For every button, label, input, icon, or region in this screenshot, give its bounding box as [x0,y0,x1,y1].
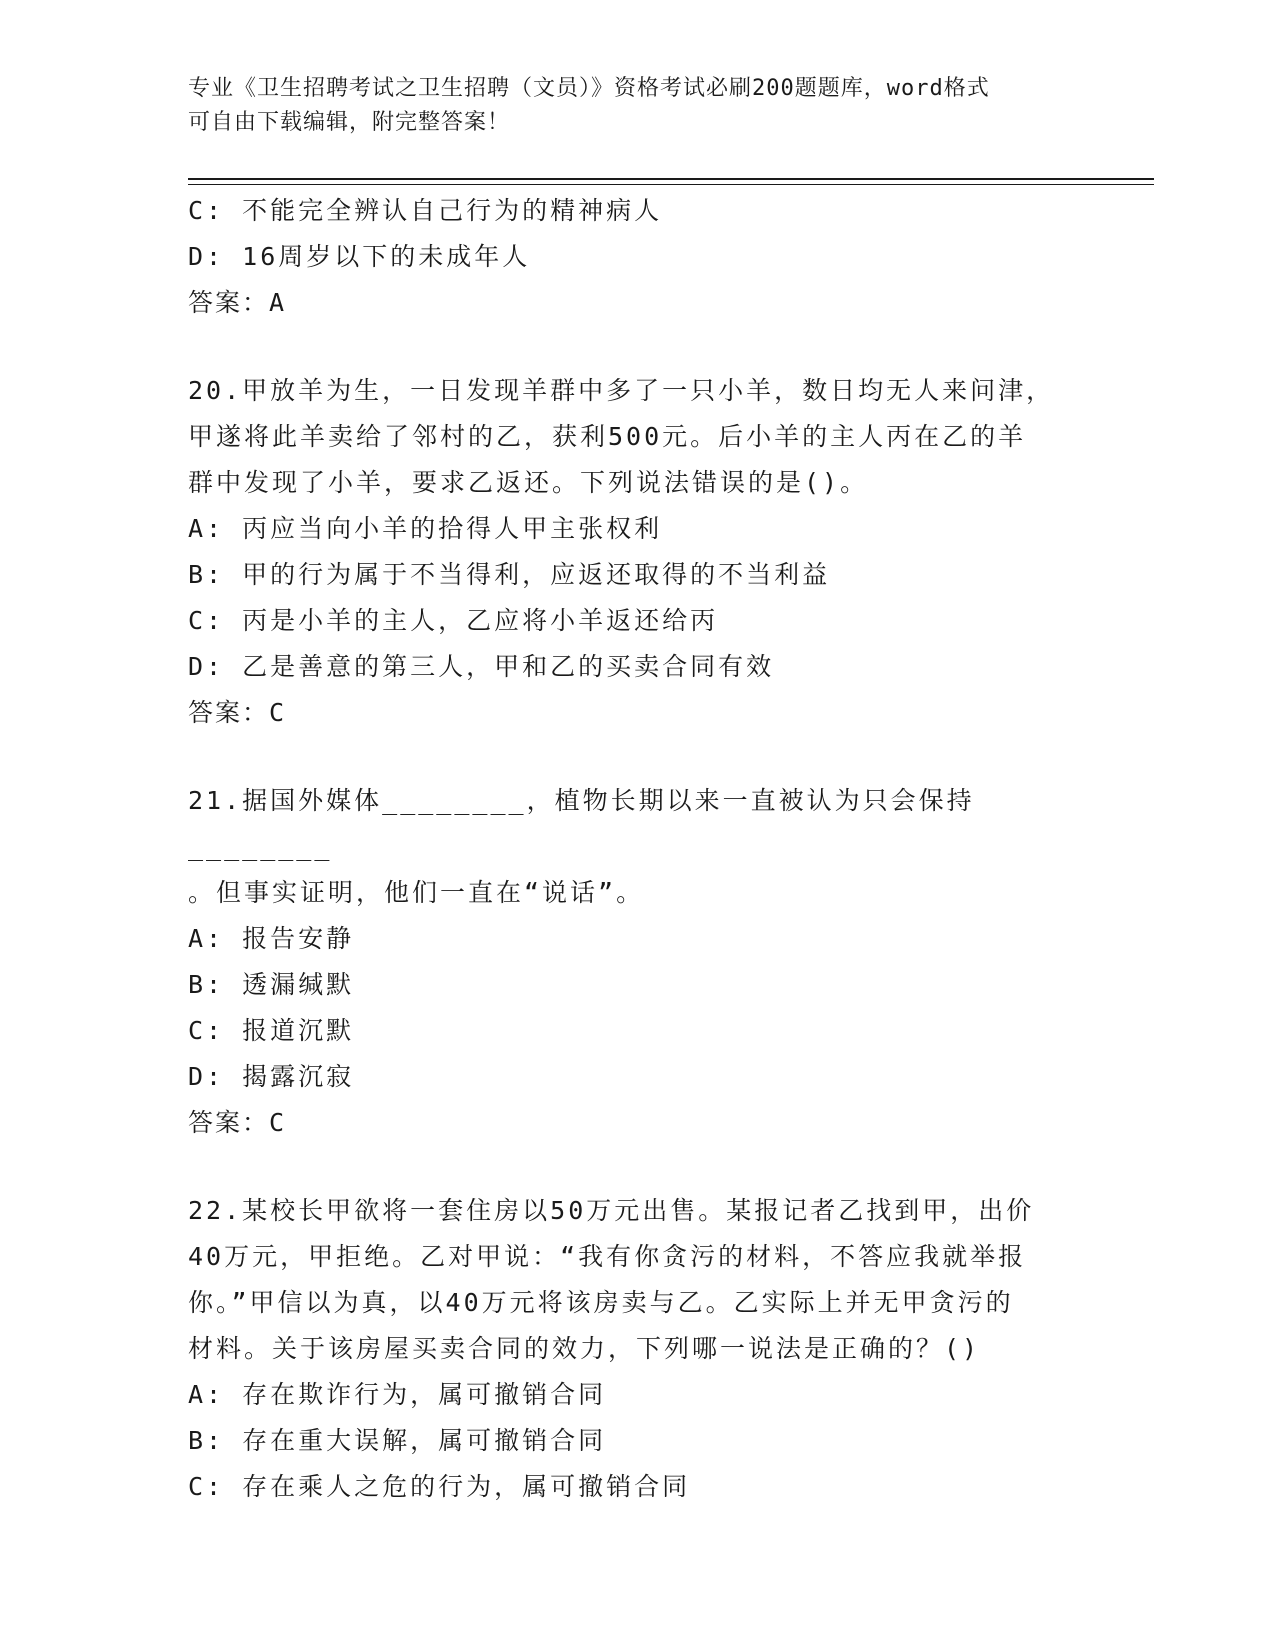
option-b: B: 甲的行为属于不当得利，应返还取得的不当利益 [188,560,831,589]
option-c: C: 存在乘人之危的行为，属可撤销合同 [188,1472,691,1501]
question-22 [188,1188,1088,1510]
answer-value: C [269,1108,287,1137]
question-20 [188,368,1088,736]
option-d: D: 乙是善意的第三人，甲和乙的买卖合同有效 [188,652,775,681]
document-header [188,72,1088,140]
header-line-2: 可自由下载编辑，附完整答案！ [188,110,511,135]
stem-line: 材料。关于该房屋买卖合同的效力，下列哪一说法是正确的？() [188,1334,981,1363]
header-divider-thin [188,184,1154,185]
stem-line: 40万元，甲拒绝。乙对甲说：“我有你贪污的材料，不答应我就举报 [188,1242,1027,1271]
answer-line [188,690,1088,736]
question-21 [188,778,1088,1146]
question-stem [188,778,1088,916]
option-c: C: 报道沉默 [188,1016,355,1045]
stem-line: 22.某校长甲欲将一套住房以50万元出售。某报记者乙找到甲，出价 [188,1196,1035,1225]
option-c: C: 丙是小羊的主人，乙应将小羊返还给丙 [188,606,719,635]
stem-line: 21.据国外媒体________，植物长期以来一直被认为只会保持________ [188,786,975,861]
option-a: A: 丙应当向小羊的拾得人甲主张权利 [188,514,663,543]
header-line-1: 专业《卫生招聘考试之卫生招聘（文员）》资格考试必刷200题题库，word格式 [188,76,990,101]
option-c: C: 不能完全辨认自己行为的精神病人 [188,196,663,225]
option-a: A: 存在欺诈行为，属可撤销合同 [188,1380,607,1409]
option-b: B: 存在重大误解，属可撤销合同 [188,1426,607,1455]
stem-line: 20.甲放羊为生，一日发现羊群中多了一只小羊，数日均无人来问津， [188,376,1055,405]
option-d: D: 16周岁以下的未成年人 [188,242,531,271]
answer-value: A [269,288,287,317]
answer-label: 答案： [188,1108,270,1137]
option-a: A: 报告安静 [188,924,355,953]
option-b: B: 透漏缄默 [188,970,355,999]
answer-value: C [269,698,287,727]
document-body [188,188,1088,1510]
answer-label: 答案： [188,288,270,317]
stem-line: 群中发现了小羊，要求乙返还。下列说法错误的是()。 [188,468,869,497]
question-stem [188,1188,1088,1372]
stem-line: 你。”甲信以为真，以40万元将该房卖与乙。乙实际上并无甲贪污的 [188,1288,1014,1317]
answer-line [188,280,1088,326]
stem-line: 甲遂将此羊卖给了邻村的乙，获利500元。后小羊的主人丙在乙的羊 [188,422,1027,451]
answer-line [188,1100,1088,1146]
question-stem [188,368,1088,506]
header-divider-thick [188,178,1154,180]
question-19-continuation [188,188,1088,326]
option-d: D: 揭露沉寂 [188,1062,355,1091]
stem-line: 。但事实证明，他们一直在“说话”。 [188,878,645,907]
answer-label: 答案： [188,698,270,727]
